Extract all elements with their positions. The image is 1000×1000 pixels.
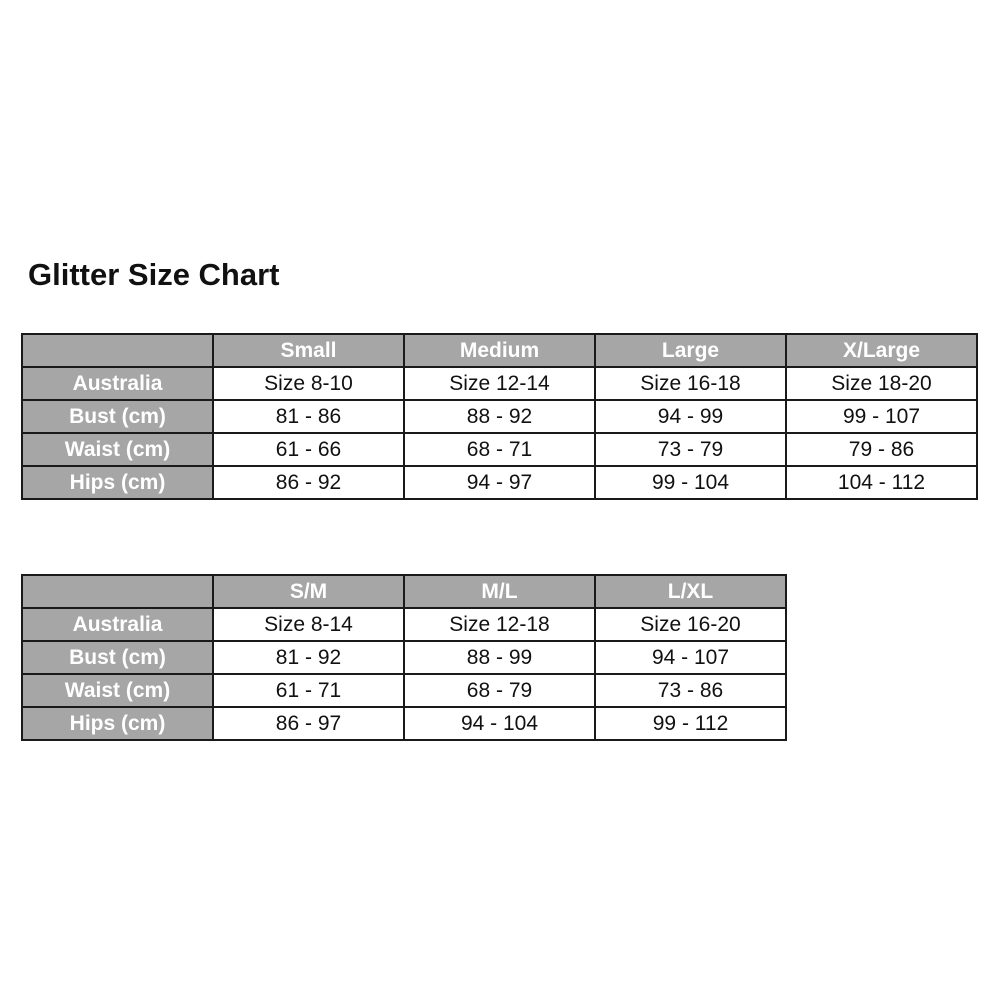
- table-row: [22, 608, 786, 641]
- table-cell: 86 - 97: [213, 707, 404, 740]
- table-cell: 86 - 92: [213, 466, 404, 499]
- page-title: Glitter Size Chart: [28, 257, 280, 292]
- size-header: M/L: [404, 575, 595, 608]
- row-label: Waist (cm): [22, 433, 213, 466]
- table-cell: 88 - 99: [404, 641, 595, 674]
- row-label: Bust (cm): [22, 400, 213, 433]
- table-cell: Size 8-10: [213, 367, 404, 400]
- size-header: S/M: [213, 575, 404, 608]
- table-cell: 94 - 99: [595, 400, 786, 433]
- size-header: Large: [595, 334, 786, 367]
- table-cell: Size 18-20: [786, 367, 977, 400]
- size-header: L/XL: [595, 575, 786, 608]
- table-cell: 73 - 86: [595, 674, 786, 707]
- table-cell: Size 16-18: [595, 367, 786, 400]
- table-row: [22, 674, 786, 707]
- table-cell: 61 - 66: [213, 433, 404, 466]
- size-header: X/Large: [786, 334, 977, 367]
- table-cell: 79 - 86: [786, 433, 977, 466]
- row-label: Australia: [22, 608, 213, 641]
- row-label: Waist (cm): [22, 674, 213, 707]
- corner-cell: [22, 575, 213, 608]
- row-label: Hips (cm): [22, 707, 213, 740]
- table-row: [22, 466, 977, 499]
- table-cell: 99 - 107: [786, 400, 977, 433]
- row-label: Bust (cm): [22, 641, 213, 674]
- table-cell: Size 12-14: [404, 367, 595, 400]
- table-cell: 81 - 92: [213, 641, 404, 674]
- header-row: [22, 575, 786, 608]
- table-cell: 73 - 79: [595, 433, 786, 466]
- table-cell: 61 - 71: [213, 674, 404, 707]
- row-label: Australia: [22, 367, 213, 400]
- table-row: [22, 400, 977, 433]
- table-cell: 81 - 86: [213, 400, 404, 433]
- header-row: [22, 334, 977, 367]
- table-cell: Size 8-14: [213, 608, 404, 641]
- table-row: [22, 367, 977, 400]
- size-table-single: [21, 333, 978, 500]
- table-cell: 68 - 79: [404, 674, 595, 707]
- size-table-combined: [21, 574, 787, 741]
- size-header: Medium: [404, 334, 595, 367]
- size-header: Small: [213, 334, 404, 367]
- table-cell: 99 - 104: [595, 466, 786, 499]
- table-cell: 99 - 112: [595, 707, 786, 740]
- table-cell: 94 - 107: [595, 641, 786, 674]
- table-cell: 94 - 104: [404, 707, 595, 740]
- table-cell: Size 12-18: [404, 608, 595, 641]
- table-row: [22, 433, 977, 466]
- table-row: [22, 641, 786, 674]
- table-cell: Size 16-20: [595, 608, 786, 641]
- table-row: [22, 707, 786, 740]
- table-cell: 68 - 71: [404, 433, 595, 466]
- table-cell: 104 - 112: [786, 466, 977, 499]
- row-label: Hips (cm): [22, 466, 213, 499]
- corner-cell: [22, 334, 213, 367]
- table-cell: 94 - 97: [404, 466, 595, 499]
- table-cell: 88 - 92: [404, 400, 595, 433]
